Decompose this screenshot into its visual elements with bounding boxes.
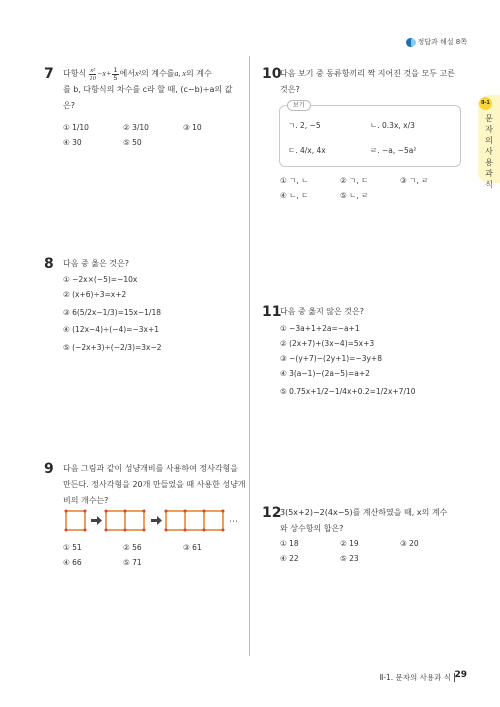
question-11-text: 다음 중 옳지 않은 것은? [280,307,364,316]
question-9-text: 다음 그림과 같이 성냥개비를 사용하여 정사각형을 만든다. 정사각형을 20개 만들었을 때 사용한 성냥개 비의 개수는? [63,464,246,505]
matchstick-square [185,511,204,530]
bookmark-icon [406,38,415,47]
matchstick-figure [63,508,243,534]
choice[interactable]: ④ 30 [63,138,82,147]
choice[interactable]: ③ ㄱ, ㄹ [400,176,429,185]
choice[interactable]: ② (x+6)÷3=x+2 [63,290,127,299]
choice[interactable]: ② (2x+7)+(3x−4)=5x+3 [280,339,375,348]
choice[interactable]: ⑤ 0.75x+1/2−1/4x+0.2=1/2x+7/10 [280,386,416,396]
choice[interactable]: ① 18 [280,539,299,548]
choice[interactable]: ④ 22 [280,554,299,563]
question-7-number: 7 [44,66,54,82]
choice[interactable]: ② ㄱ, ㄷ [340,176,369,185]
choice[interactable]: ⑤ 50 [123,138,142,147]
matchstick-square [166,511,185,530]
choice[interactable]: ⑤ 71 [123,558,142,567]
question-8-choices [63,272,243,357]
choice[interactable]: ① ㄱ, ㄴ [280,176,309,185]
matchstick-square [125,511,144,530]
choice[interactable]: ④ 66 [63,558,82,567]
question-7-choices [63,120,243,150]
question-10-text: 다음 보기 중 동류항끼리 짝 지어진 것을 모두 고른 것은? [280,69,455,94]
bogi-label: 보기 [287,100,311,111]
arrow-icon [91,516,162,525]
choice[interactable]: ② 56 [123,543,142,552]
choice[interactable]: ⑤ 23 [340,554,359,563]
side-tab-text: 문자의 사용과 식 [485,114,493,189]
question-12-number: 12 [262,505,282,521]
bogi-item: ㄴ. 0.3x, x/3 [370,121,415,130]
question-11-number: 11 [262,304,282,320]
matchstick-square [204,511,223,530]
column-divider [249,56,250,656]
choice[interactable]: ⑤ ㄴ, ㄹ [340,191,369,200]
matchstick-square [106,511,125,530]
choice[interactable]: ① 1/10 [63,123,89,132]
ellipsis: ⋯ [229,517,238,527]
choice[interactable]: ① −2x×(−5)=−10x [63,275,138,284]
footer-section: Ⅱ-1. 문자의 사용과 식 [379,673,451,682]
choice[interactable]: ④ ㄴ, ㄷ [280,191,309,200]
answer-reference [406,37,467,47]
matchstick-square [66,511,85,530]
question-12-choices [280,536,460,566]
choice[interactable]: ④ (12x−4)÷(−4)=−3x+1 [63,325,160,334]
page-number: 29 [454,670,467,680]
choice[interactable]: ⑤ (−2x+3)÷(−2/3)=3x−2 [63,342,162,352]
bogi-item: ㄹ. −a, −5a² [370,146,417,155]
choice[interactable]: ③ 6(5/2x−1/3)=15x−1/18 [63,307,161,317]
question-11-choices [280,321,460,401]
question-7-text: 다항식 $\frac{\text{x²}}{10}$ −x+ $\frac{1}{5}$ 에서 x² 의 계수를 a, x 의 계수 를 b, 다항식의 차수를 c라 할 때, (c−b)÷a의 값 은? [63,66,243,114]
bogi-item: ㄱ. 2, −5 [288,121,321,130]
choice[interactable]: ③ 10 [183,123,202,132]
side-tab-badge: Ⅱ-1 [479,97,492,110]
choice[interactable]: ③ 20 [400,539,419,548]
choice[interactable]: ① −3a+1+2a=−a+1 [280,324,360,333]
question-10-choices [280,173,460,203]
bogi-item: ㄷ. 4/x, 4x [288,146,326,155]
answer-reference-text: 정답과 해설 8쪽 [417,38,467,46]
question-8-number: 8 [44,256,54,272]
question-7-line2: 를 b, 다항식의 차수를 c라 할 때, (c−b)÷a의 값 [63,85,233,94]
question-12-text: 3(5x+2)−2(4x−5)를 계산하였을 때, x의 계수 와 상수항의 합은? [280,508,448,533]
choice[interactable]: ③ −(y+7)−(2y+1)=−3y+8 [280,354,382,363]
question-9-choices [63,540,243,570]
choice[interactable]: ④ 3(a−1)−(2a−5)=a+2 [280,369,370,378]
question-10-number: 10 [262,66,282,82]
choice[interactable]: ② 19 [340,539,359,548]
question-7-line3: 은? [63,101,75,110]
choice[interactable]: ③ 61 [183,543,202,552]
question-8-text: 다음 중 옳은 것은? [63,259,129,268]
question-9-number: 9 [44,461,54,477]
choice[interactable]: ② 3/10 [123,123,149,132]
choice[interactable]: ① 51 [63,543,82,552]
bogi-box [279,105,461,167]
